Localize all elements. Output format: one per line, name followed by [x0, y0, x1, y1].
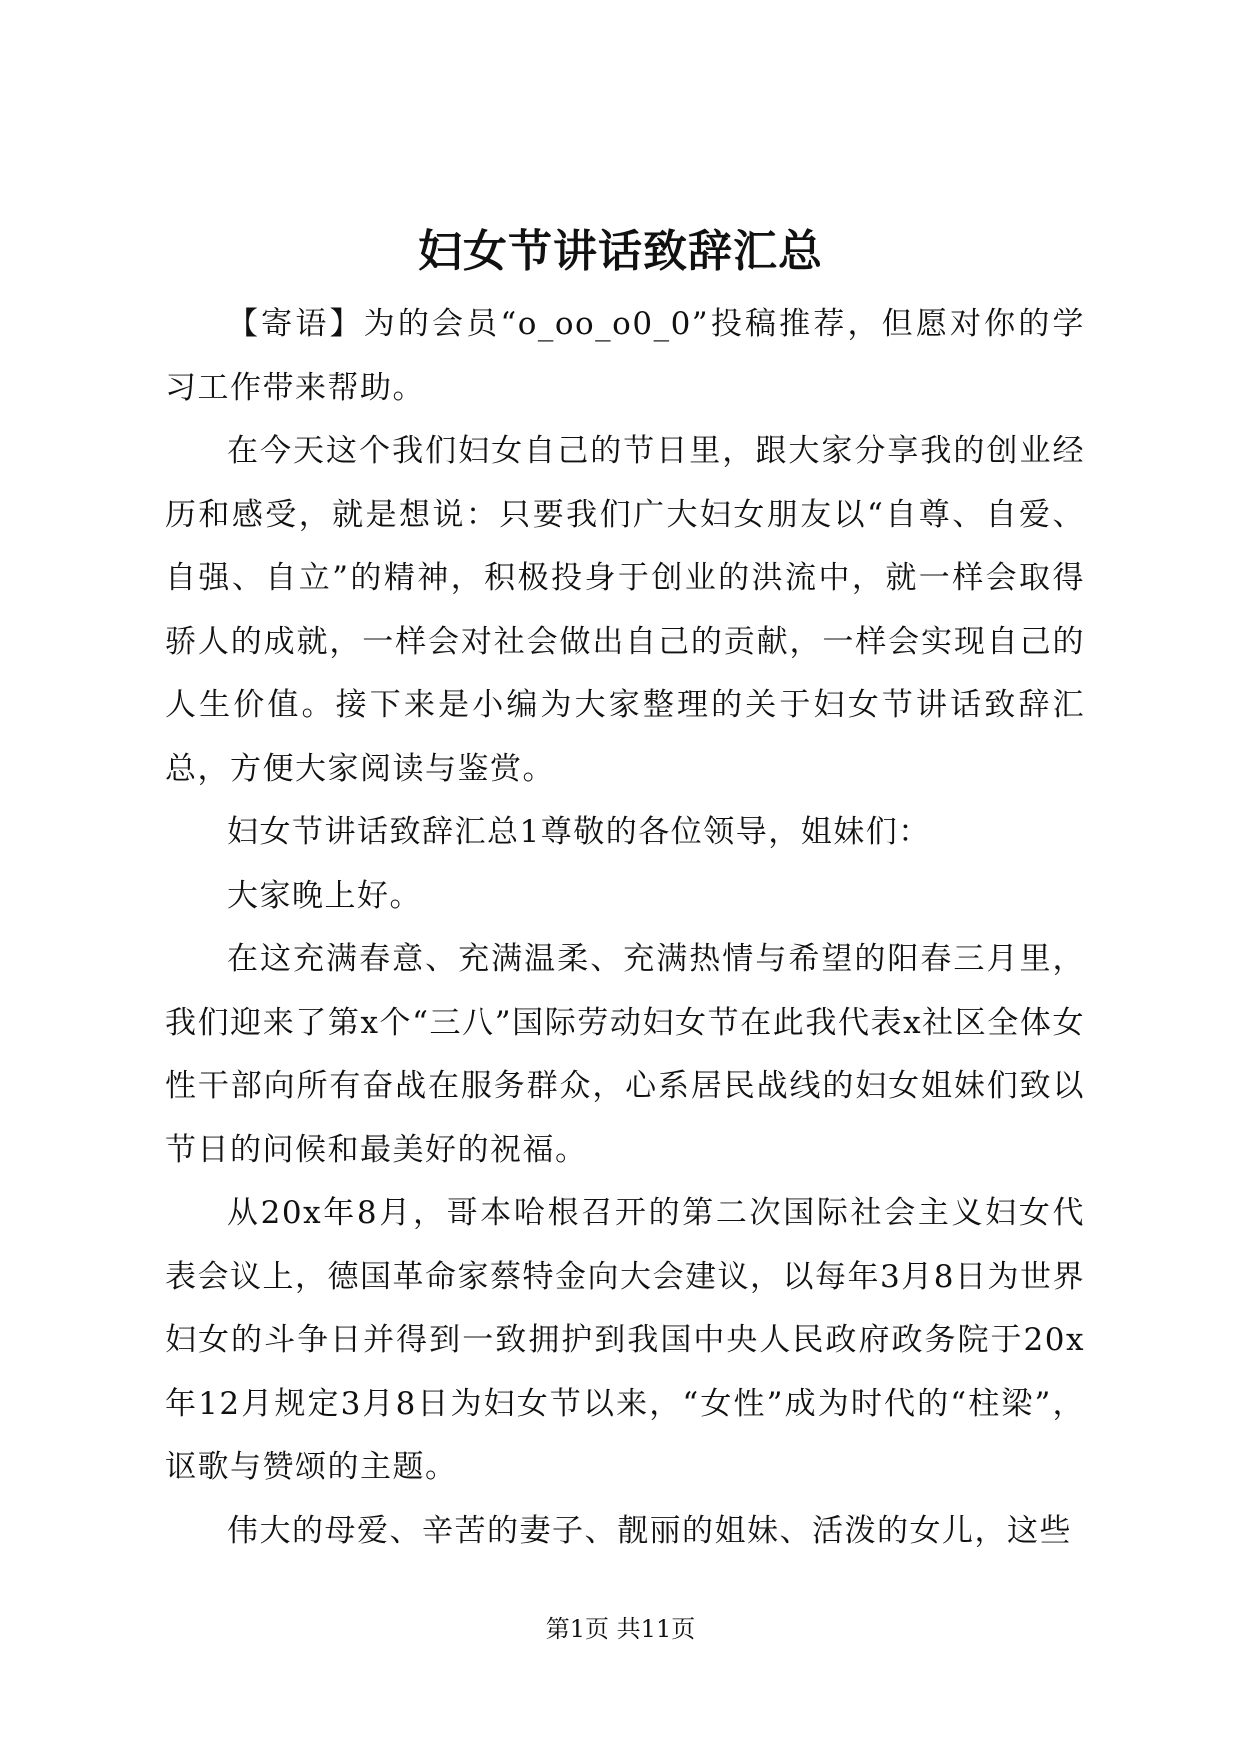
- page-footer: 第1页 共11页: [545, 1615, 696, 1643]
- paragraph-foreword: 【寄语】为的会员“o_oo_o0_0”投稿推荐，但愿对你的学习工作带来帮助。: [165, 306, 1085, 406]
- document-body: [165, 293, 1085, 1563]
- document-title: 妇女节讲话致辞汇总: [418, 226, 823, 277]
- paragraph-spring-blessing: 在这充满春意、充满温柔、充满热情与希望的阳春三月里，我们迎来了第x个“三八”国际劳动妇女节在此我代表x社区全体女性干部向所有奋战在服务群众，心系居民战线的妇女姐妹们致以节日的问候和最美好的祝福。: [165, 941, 1085, 1168]
- paragraph-greeting: 大家晚上好。: [227, 877, 422, 914]
- paragraph-praise: 伟大的母爱、辛苦的妻子、靓丽的姐妹、活泼的女儿，这些: [227, 1512, 1072, 1549]
- paragraph-history: 从20x年8月，哥本哈根召开的第二次国际社会主义妇女代表会议上，德国革命家蔡特金向大会建议，以每年3月8日为世界妇女的斗争日并得到一致拥护到我国中央人民政府政务院于20x年12月规定3月8日为妇女节以来，“女性”成为时代的“柱梁”，讴歌与赞颂的主题。: [165, 1195, 1085, 1485]
- paragraph-intro: 在今天这个我们妇女自己的节日里，跟大家分享我的创业经历和感受，就是想说：只要我们广大妇女朋友以“自尊、自爱、自强、自立”的精神，积极投身于创业的洪流中，就一样会取得骄人的成就，一样会对社会做出自己的贡献，一样会实现自己的人生价值。接下来是小编为大家整理的关于妇女节讲话致辞汇总，方便大家阅读与鉴赏。: [165, 433, 1085, 787]
- paragraph-speech-heading: 妇女节讲话致辞汇总1尊敬的各位领导，姐妹们：: [227, 814, 931, 850]
